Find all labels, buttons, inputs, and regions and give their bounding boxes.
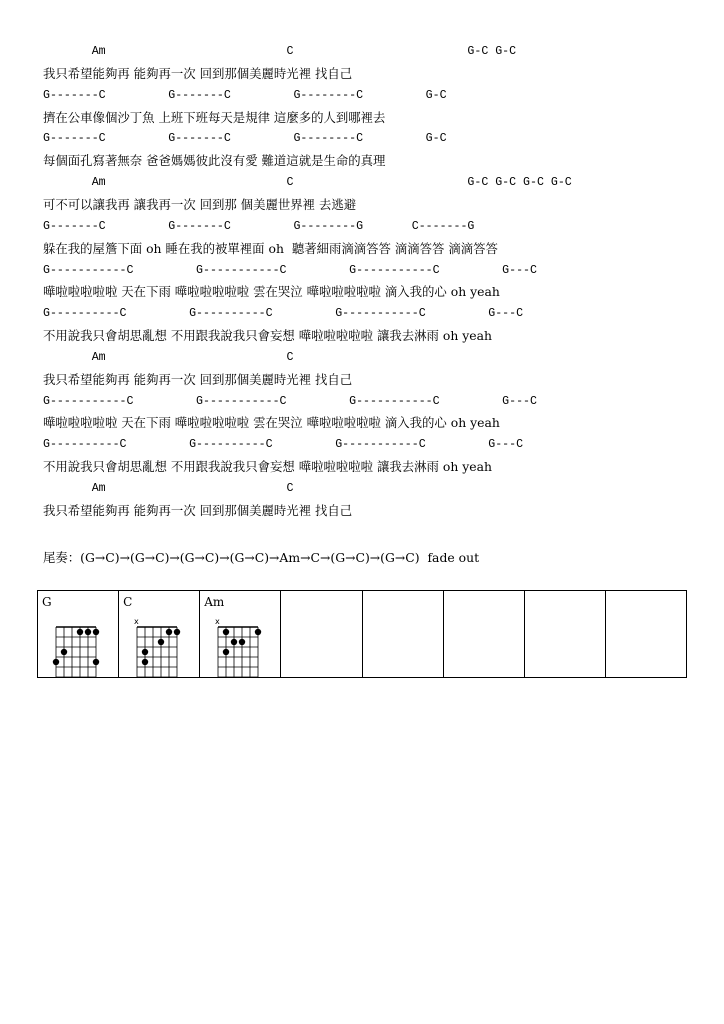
chord-diagram-cell xyxy=(362,591,443,678)
lyric-line: 嘩啦啦啦啦啦 天在下雨 嘩啦啦啦啦啦 雲在哭泣 嘩啦啦啦啦啦 滴入我的心 oh yeah xyxy=(43,415,500,431)
chord-line: G-----------C G-----------C G-----------C G---C xyxy=(43,263,537,277)
chord-line: Am C G-C G-C xyxy=(43,45,517,58)
lyric-line: 可不可以讓我再 讓我再一次 回到那 個美麗世界裡 去逃避 xyxy=(43,196,357,212)
chord-line: Am C xyxy=(43,482,294,495)
lyric-line: 躲在我的屋簷下面 oh 睡在我的被單裡面 oh 聽著細雨滴滴答答 滴滴答答 滴滴答答 xyxy=(43,240,498,256)
chord-diagram-name: C xyxy=(123,595,133,609)
chord-line: Am C xyxy=(43,350,294,364)
finger-dot xyxy=(77,629,83,635)
chord-diagram-am xyxy=(210,605,270,677)
chord-diagram-name: Am xyxy=(204,595,225,609)
lyric-line: 嘩啦啦啦啦啦 天在下雨 嘩啦啦啦啦啦 雲在哭泣 嘩啦啦啦啦啦 滴入我的心 oh yeah xyxy=(43,284,500,300)
finger-dot xyxy=(255,629,261,635)
finger-dot xyxy=(85,629,91,635)
finger-dot xyxy=(142,659,148,665)
lyric-line: 擠在公車像個沙丁魚 上班下班每天是規律 這麼多的人到哪裡去 xyxy=(43,109,386,125)
finger-dot xyxy=(239,639,245,645)
lyric-line: 我只希望能夠再 能夠再一次 回到那個美麗時光裡 找自己 xyxy=(43,371,353,387)
muted-string-mark: x xyxy=(215,617,220,626)
finger-dot xyxy=(53,659,59,665)
lyric-line: 不用說我只會胡思亂想 不用跟我說我只會妄想 嘩啦啦啦啦啦 讓我去淋雨 oh yeah xyxy=(43,459,492,475)
outro-line: 尾奏：(G→C)→(G→C)→(G→C)→(G→C)→Am→C→(G→C)→(G→C) fade out xyxy=(43,550,480,565)
chord-line: G-----------C G-----------C G-----------C G---C xyxy=(43,394,537,408)
lyric-line: 每個面孔寫著無奈 爸爸媽媽彼此沒有愛 難道這就是生命的真理 xyxy=(43,153,386,169)
chord-diagram-cell xyxy=(119,591,200,678)
chord-line: G-------C G-------C G--------C G-C xyxy=(43,132,447,146)
chord-diagram-cell xyxy=(605,591,686,678)
finger-dot xyxy=(174,629,180,635)
finger-dot xyxy=(93,659,99,665)
finger-dot xyxy=(158,639,164,645)
chord-diagram-table xyxy=(37,590,687,678)
chord-line: G----------C G----------C G-----------C G---C xyxy=(43,438,524,452)
lyric-line: 我只希望能夠再 能夠再一次 回到那個美麗時光裡 找自己 xyxy=(43,65,353,81)
chord-diagram-name: G xyxy=(42,595,52,609)
finger-dot xyxy=(223,649,229,655)
chord-diagram-g xyxy=(48,605,108,677)
chord-line: G----------C G----------C G-----------C G---C xyxy=(43,307,524,321)
chord-line: Am C G-C G-C G-C G-C xyxy=(43,176,572,190)
chord-diagram-cell xyxy=(38,591,119,678)
finger-dot xyxy=(93,629,99,635)
chord-line: G-------C G-------C G--------C G-C xyxy=(43,88,447,102)
lyric-line: 不用說我只會胡思亂想 不用跟我說我只會妄想 嘩啦啦啦啦啦 讓我去淋雨 oh yeah xyxy=(43,328,492,344)
chord-diagram-cell xyxy=(524,591,605,678)
chord-diagram-cell xyxy=(281,591,362,678)
finger-dot xyxy=(61,649,67,655)
lyric-line: 我只希望能夠再 能夠再一次 回到那個美麗時光裡 找自己 xyxy=(43,502,353,518)
chord-diagram-c xyxy=(129,605,189,677)
finger-dot xyxy=(166,629,172,635)
muted-string-mark: x xyxy=(134,617,139,626)
chord-line: G-------C G-------C G--------G C-------G xyxy=(43,219,475,233)
finger-dot xyxy=(231,639,237,645)
chord-diagram-cell xyxy=(200,591,281,678)
finger-dot xyxy=(223,629,229,635)
chord-diagram-cell xyxy=(443,591,524,678)
finger-dot xyxy=(142,649,148,655)
